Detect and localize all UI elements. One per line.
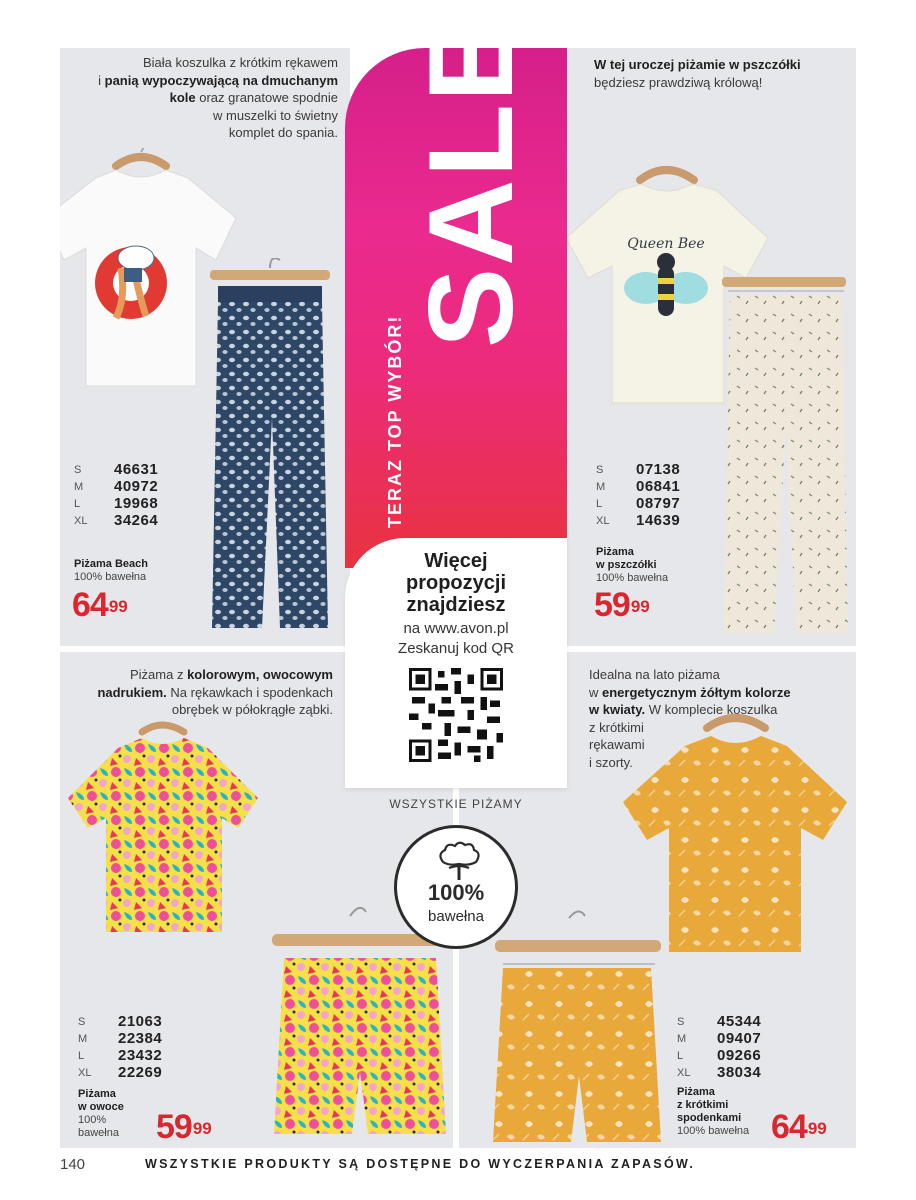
size-label: S [74,464,82,476]
cream-printed-pants-image [716,273,856,643]
product-code: 38034 [717,1064,762,1081]
size-label: S [596,464,604,476]
size-label: M [677,1033,687,1045]
product-code: 06841 [636,478,681,495]
description-line: i panią wypoczywającą na dmuchanym [98,72,338,88]
sale-promo-banner [345,19,567,788]
description-line: Piżama z kolorowym, owocowym [130,667,333,682]
description-line: i szorty. [589,754,633,770]
size-label: M [596,481,606,493]
price: $59^{99}$ [156,1108,212,1146]
product-code: 14639 [636,512,681,529]
size-codes [74,462,158,529]
qr-instruction: Zeskanuj kod QR [398,640,514,657]
product-code: 23432 [118,1047,163,1064]
product-code: 45344 [717,1013,762,1030]
size-label: M [74,481,84,493]
size-codes [596,462,680,529]
product-code: 21063 [118,1013,163,1030]
description-line: Biała koszulka z krótkim rękawem [142,55,338,70]
size-label: S [78,1016,86,1028]
product-material: 100% bawełna [677,1125,750,1137]
qr-code-icon[interactable] [409,668,503,762]
description-line: kole oraz granatowe spodnie [169,90,338,105]
product-material: bawełna [78,1127,119,1139]
description-line: rękawami [589,737,645,752]
navy-shell-pants-image [200,258,340,638]
product-panel-beach [60,48,350,646]
price: $59^{99}$ [594,586,650,624]
size-codes [677,1014,761,1081]
description-line: w muszelki to świetny [213,107,338,123]
cotton-percent: 100% [427,880,485,905]
size-label: L [596,498,603,510]
description-line: Idealna na lato piżama [589,667,720,682]
page-number: 140 [60,1156,86,1173]
product-code: 22269 [118,1064,163,1081]
product-code: 09407 [717,1030,762,1047]
size-label: XL [677,1067,691,1079]
sale-tagline: TERAZ TOP WYBÓR! [385,314,405,528]
yellow-floral-shorts-image [489,906,669,1146]
price: $64^{99}$ [72,586,128,624]
size-label: L [74,498,81,510]
cotton-badge [394,825,518,949]
product-description [60,666,333,719]
product-code: 40972 [114,478,159,495]
website-link[interactable]: na www.avon.pl [403,620,509,637]
size-label: L [78,1050,85,1062]
product-code: 07138 [636,461,681,478]
description-line: w energetycznym żółtym kolorze [589,684,791,700]
all-pajamas-label: WSZYSTKIE PIŻAMY [389,797,523,811]
fruit-print-tshirt-image [62,718,262,938]
description-line: z krótkimi [589,719,644,735]
stock-disclaimer: WSZYSTKIE PRODUKTY SĄ DOSTĘPNE DO WYCZERPANIA ZAPASÓW. [145,1157,696,1171]
product-panel-bees [566,48,856,646]
product-name: z krótkimi [677,1099,729,1111]
description-line: komplet do spania. [228,125,338,140]
product-code: 34264 [114,512,159,529]
product-code: 09266 [717,1047,762,1064]
size-label: M [78,1033,88,1045]
product-name: Piżama [78,1088,116,1100]
product-name: w pszczółki [596,559,657,571]
cotton-flower-icon [435,840,483,882]
size-label: S [677,1016,685,1028]
product-material: 100% [78,1114,107,1126]
size-label: XL [74,515,88,527]
sale-headline: SALE [404,19,538,348]
product-name: Piżama [596,546,634,558]
size-label: L [677,1050,684,1062]
cotton-material: bawełna [428,908,484,925]
product-code: 22384 [118,1030,163,1047]
product-description [594,56,854,91]
product-material: 100% bawełna [74,571,147,583]
product-name: Piżama [677,1086,715,1098]
more-info-title: Więcej propozycji znajdziesz [405,550,506,616]
description-line: w kwiaty. W komplecie koszulka [589,702,778,717]
svg-text:Queen Bee: Queen Bee [627,236,705,252]
product-code: 46631 [114,461,159,478]
description-line: będziesz prawdziwą królową! [594,74,763,90]
description-line: W tej uroczej piżamie w pszczółki [594,57,801,72]
product-code: 19968 [114,495,159,512]
product-name: Piżama Beach [74,558,148,570]
description-line: obrębek w półokrągłe ząbki. [171,702,333,717]
product-material: 100% bawełna [596,572,669,584]
size-label: XL [78,1067,92,1079]
description-line: nadrukiem. Na rękawkach i spodenkach [97,684,333,700]
product-name: w owoce [78,1101,124,1113]
product-name: spodenkami [677,1112,742,1124]
size-codes [78,1014,162,1081]
price: $64^{99}$ [771,1108,827,1146]
product-description [60,54,338,142]
size-label: XL [596,515,610,527]
product-code: 08797 [636,495,681,512]
